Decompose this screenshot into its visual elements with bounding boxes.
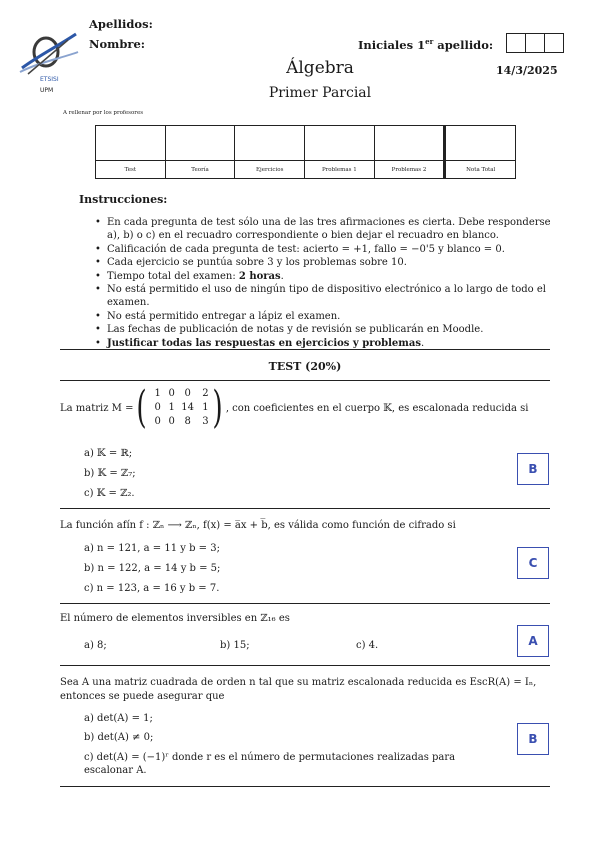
exam-subtitle: Primer Parcial (268, 85, 372, 101)
option-a: a) n = 121, a = 11 y b = 3; (84, 543, 220, 554)
option-c: c) n = 123, a = 16 y b = 7. (84, 583, 220, 594)
instruction-item: • Tiempo total del examen: 2 horas. (95, 270, 565, 283)
teachers-note: A rellenar por los profesores (63, 110, 144, 116)
iniciales-suffix: apellido: (433, 37, 494, 52)
answer-box-3[interactable]: A (517, 625, 549, 657)
grade-label: Problemas 2 (391, 167, 427, 173)
instruction-item: • Calificación de cada pregunta de test: acierto = +1, fallo = −0'5 y blanco = 0. (95, 243, 565, 256)
matrix-entry: 14 (181, 402, 194, 413)
divider (60, 665, 550, 666)
instructions-heading: Instrucciones: (79, 193, 168, 206)
right-paren-icon: ) (212, 382, 223, 433)
iniciales-label (358, 37, 493, 52)
matrix-entry: 8 (184, 416, 191, 427)
matrix-entry: 0 (168, 416, 175, 427)
question-1 (60, 382, 550, 433)
divider (60, 380, 550, 381)
matrix-grid (151, 388, 209, 428)
matrix-entry: 2 (202, 388, 209, 399)
question-3-stem: El número de elementos inversibles en ℤ₁₆ es (60, 613, 290, 624)
grade-label: Ejercicios (255, 167, 284, 173)
divider (60, 786, 550, 787)
matrix-entry: 0 (154, 416, 161, 427)
matrix-entry: 1 (154, 388, 161, 399)
answer-box-1[interactable]: B (517, 453, 549, 485)
answer-box-2[interactable]: C (517, 547, 549, 579)
question-2-stem: La función afín f : ℤₙ ⟶ ℤₙ, f(x) = a̅x + b̅, es válida como función de cifrado si (60, 520, 456, 531)
grade-label: Nota Total (466, 167, 496, 173)
instruction-item: • Justificar todas las respuestas en ejercicios y problemas. (95, 337, 565, 350)
iniciales-sup: er (425, 37, 434, 46)
option-b: b) det(A) ≠ 0; (84, 732, 154, 743)
option-c: c) 4. (356, 640, 379, 651)
instructions-list (95, 216, 565, 350)
matrix-entry: 3 (202, 416, 209, 427)
question-4-stem: Sea A una matriz cuadrada de orden n tal que su matriz escalonada reducida es EscR(A) = Iₙ, entonces se puede asegurar que (60, 677, 537, 702)
divider (60, 508, 550, 509)
initial-box-3[interactable] (545, 34, 563, 52)
nombre-label: Nombre: (89, 37, 146, 51)
answer-box-4[interactable]: B (517, 723, 549, 755)
exam-title: Álgebra (286, 58, 354, 78)
instruction-time-text: Tiempo total del examen: (107, 270, 239, 282)
grade-cell-nota-total (444, 126, 515, 178)
option-c: c) det(A) = (−1)ʳ donde r es el número de permutaciones realizadas para escalonar A. (84, 752, 456, 776)
option-a: a) 𝕂 = ℝ; (84, 448, 133, 459)
test-heading: TEST (20%) (268, 360, 342, 373)
option-b: b) 15; (220, 640, 250, 651)
question-1-prefix: La matriz M = (60, 402, 134, 414)
logo-text-etsisi: ETSISI (40, 76, 59, 83)
grade-cell-ejercicios (235, 126, 305, 178)
grade-cell-teoria (166, 126, 236, 178)
instruction-item: • No está permitido entregar a lápiz el examen. (95, 310, 565, 323)
grade-cell-test (96, 126, 166, 178)
option-c: c) 𝕂 = ℤ₂. (84, 488, 135, 499)
divider (60, 349, 550, 350)
grades-table (95, 125, 516, 179)
grade-label: Problemas 1 (321, 167, 357, 173)
exam-date: 14/3/2025 (496, 64, 558, 77)
matrix-entry: 0 (154, 402, 161, 413)
option-b: b) n = 122, a = 14 y b = 5; (84, 563, 221, 574)
matrix-entry: 0 (184, 388, 191, 399)
option-a: a) det(A) = 1; (84, 713, 153, 724)
initials-boxes[interactable] (506, 33, 564, 53)
option-b: b) 𝕂 = ℤ₇; (84, 468, 136, 479)
grade-label: Teoría (191, 167, 209, 173)
option-a: a) 8; (84, 640, 107, 651)
matrix-m (133, 382, 225, 433)
divider (60, 603, 550, 604)
instruction-item: • No está permitido el uso de ningún tipo de dispositivo electrónico a lo largo de todo el examen. (95, 283, 565, 310)
logo-text-upm: UPM (40, 87, 54, 94)
initial-box-2[interactable] (526, 34, 545, 52)
grade-cell-problemas-1 (305, 126, 375, 178)
matrix-entry: 0 (168, 388, 175, 399)
initial-box-1[interactable] (507, 34, 526, 52)
instruction-justify: Justificar todas las respuestas en ejercicios y problemas (107, 337, 421, 349)
instruction-item: • Cada ejercicio se puntúa sobre 3 y los problemas sobre 10. (95, 256, 565, 269)
grade-cell-problemas-2 (375, 126, 445, 178)
matrix-entry: 1 (202, 402, 209, 413)
instruction-item: • En cada pregunta de test sólo una de las tres afirmaciones es cierta. Debe responderse a), b) o c) en el recuadro correspondiente o bien dejar el recuadro en blanco. (95, 216, 565, 243)
instruction-time-value: 2 horas (238, 270, 281, 282)
left-paren-icon: ( (136, 382, 148, 433)
matrix-entry: 1 (168, 402, 175, 413)
question-1-suffix: , con coeficientes en el cuerpo 𝕂, es escalonada reducida si (225, 402, 529, 414)
grade-label: Test (124, 167, 137, 173)
instruction-item: • Las fechas de publicación de notas y de revisión se publicarán en Moodle. (95, 323, 565, 336)
iniciales-text: Iniciales 1 (358, 37, 426, 52)
apellidos-label: Apellidos: (89, 17, 153, 31)
